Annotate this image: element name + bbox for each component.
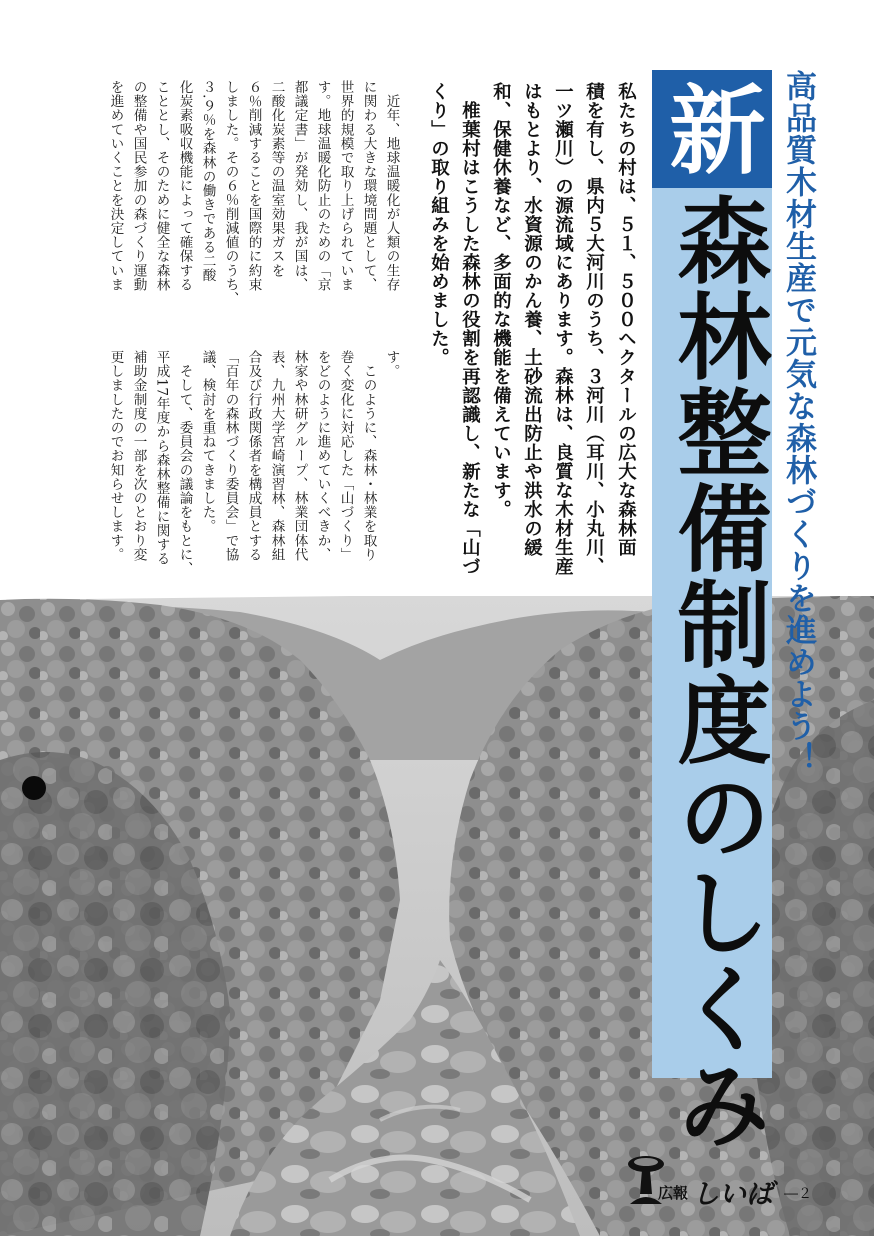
body-line-lower: 平成17年度から森林整備に関する xyxy=(153,350,170,566)
body-line-lower: をどのように進めていくべきか、 xyxy=(314,350,331,562)
body-line-lower: 更しましたのでお知らせします。 xyxy=(107,350,124,562)
lead-line: 椎葉村はこうした森林の役割を再認識し、新たな「山づ xyxy=(459,82,481,576)
koho-shiiba-logo xyxy=(626,1150,866,1220)
body-line: を進めていくことを決定していま xyxy=(107,80,124,292)
footer-koho: 広報 xyxy=(658,1184,689,1202)
body-line: 近年、地球温暖化が人類の生存 xyxy=(383,80,400,292)
body-line-lower: 「百年の森林づくり委員会」で協 xyxy=(222,350,239,562)
body-line: ３.９％を森林の働きである二酸 xyxy=(199,80,216,283)
lead-line: はもとより、水資源のかん養、土砂流出防止や洪水の緩 xyxy=(521,82,543,557)
lead-line: 積を有し、県内５大河川のうち、３河川（耳川、小丸川、 xyxy=(583,82,605,576)
subtitle: 高品質木材生産で元気な森林づくりを進めよう！ xyxy=(780,70,816,774)
body-line-lower: 議、検討を重ねてきました。 xyxy=(199,350,216,534)
body-line: こととし、そのために健全な森林 xyxy=(153,80,170,292)
body-line-lower: 表、九州大学宮崎演習林、森林組 xyxy=(268,350,285,562)
body-line-lower: 合及び行政関係者を構成員とする xyxy=(245,350,262,562)
body-line: 二酸化炭素等の温室効果ガスを xyxy=(268,80,285,278)
body-line: 世界的規模で取り上げられていま xyxy=(337,80,354,292)
body-line-lower: 補助金制度の一部を次のとおり変 xyxy=(130,350,147,562)
body-line: に関わる大きな環境問題として、 xyxy=(360,80,377,292)
body-line-lower: 林家や林研グループ、林業団体代 xyxy=(291,350,308,562)
title-new-char: 新 xyxy=(654,80,766,176)
page-number: ―２ xyxy=(784,1186,812,1202)
lead-line: 和、保健休養など、多面的な機能を備えています。 xyxy=(490,82,512,519)
body-line: しました。その６％削減値のうち、 xyxy=(222,80,239,306)
body-line-lower: す。 xyxy=(383,350,400,379)
lead-line: 私たちの村は、５１、５００ヘクタールの広大な森林面 xyxy=(615,82,637,557)
body-line: の整備や国民参加の森づくり運動 xyxy=(130,80,147,292)
body-line: 都議定書」が発効し、我が国は、 xyxy=(291,80,308,292)
lead-line: 一ツ瀬川）の源流域にあります。森林は、良質な木材生産 xyxy=(552,82,574,576)
body-line-lower: そして、委員会の議論をもとに、 xyxy=(176,350,193,576)
body-line: ６％削減することを国際的に約束 xyxy=(245,80,262,292)
footer-name: しいば xyxy=(692,1179,773,1210)
black-dot-mark xyxy=(22,776,46,800)
body-line-lower: 巻く変化に対応した「山づくり」 xyxy=(337,350,354,562)
body-line-lower: このように、森林・林業を取り xyxy=(360,350,377,562)
page-title: 森林整備制度のしくみ xyxy=(661,192,770,1152)
body-line: す。地球温暖化防止のための「京 xyxy=(314,80,331,292)
lead-line: くり」の取り組みを始めました。 xyxy=(428,82,450,367)
body-line: 化炭素吸収機能によって確保する xyxy=(176,80,193,292)
